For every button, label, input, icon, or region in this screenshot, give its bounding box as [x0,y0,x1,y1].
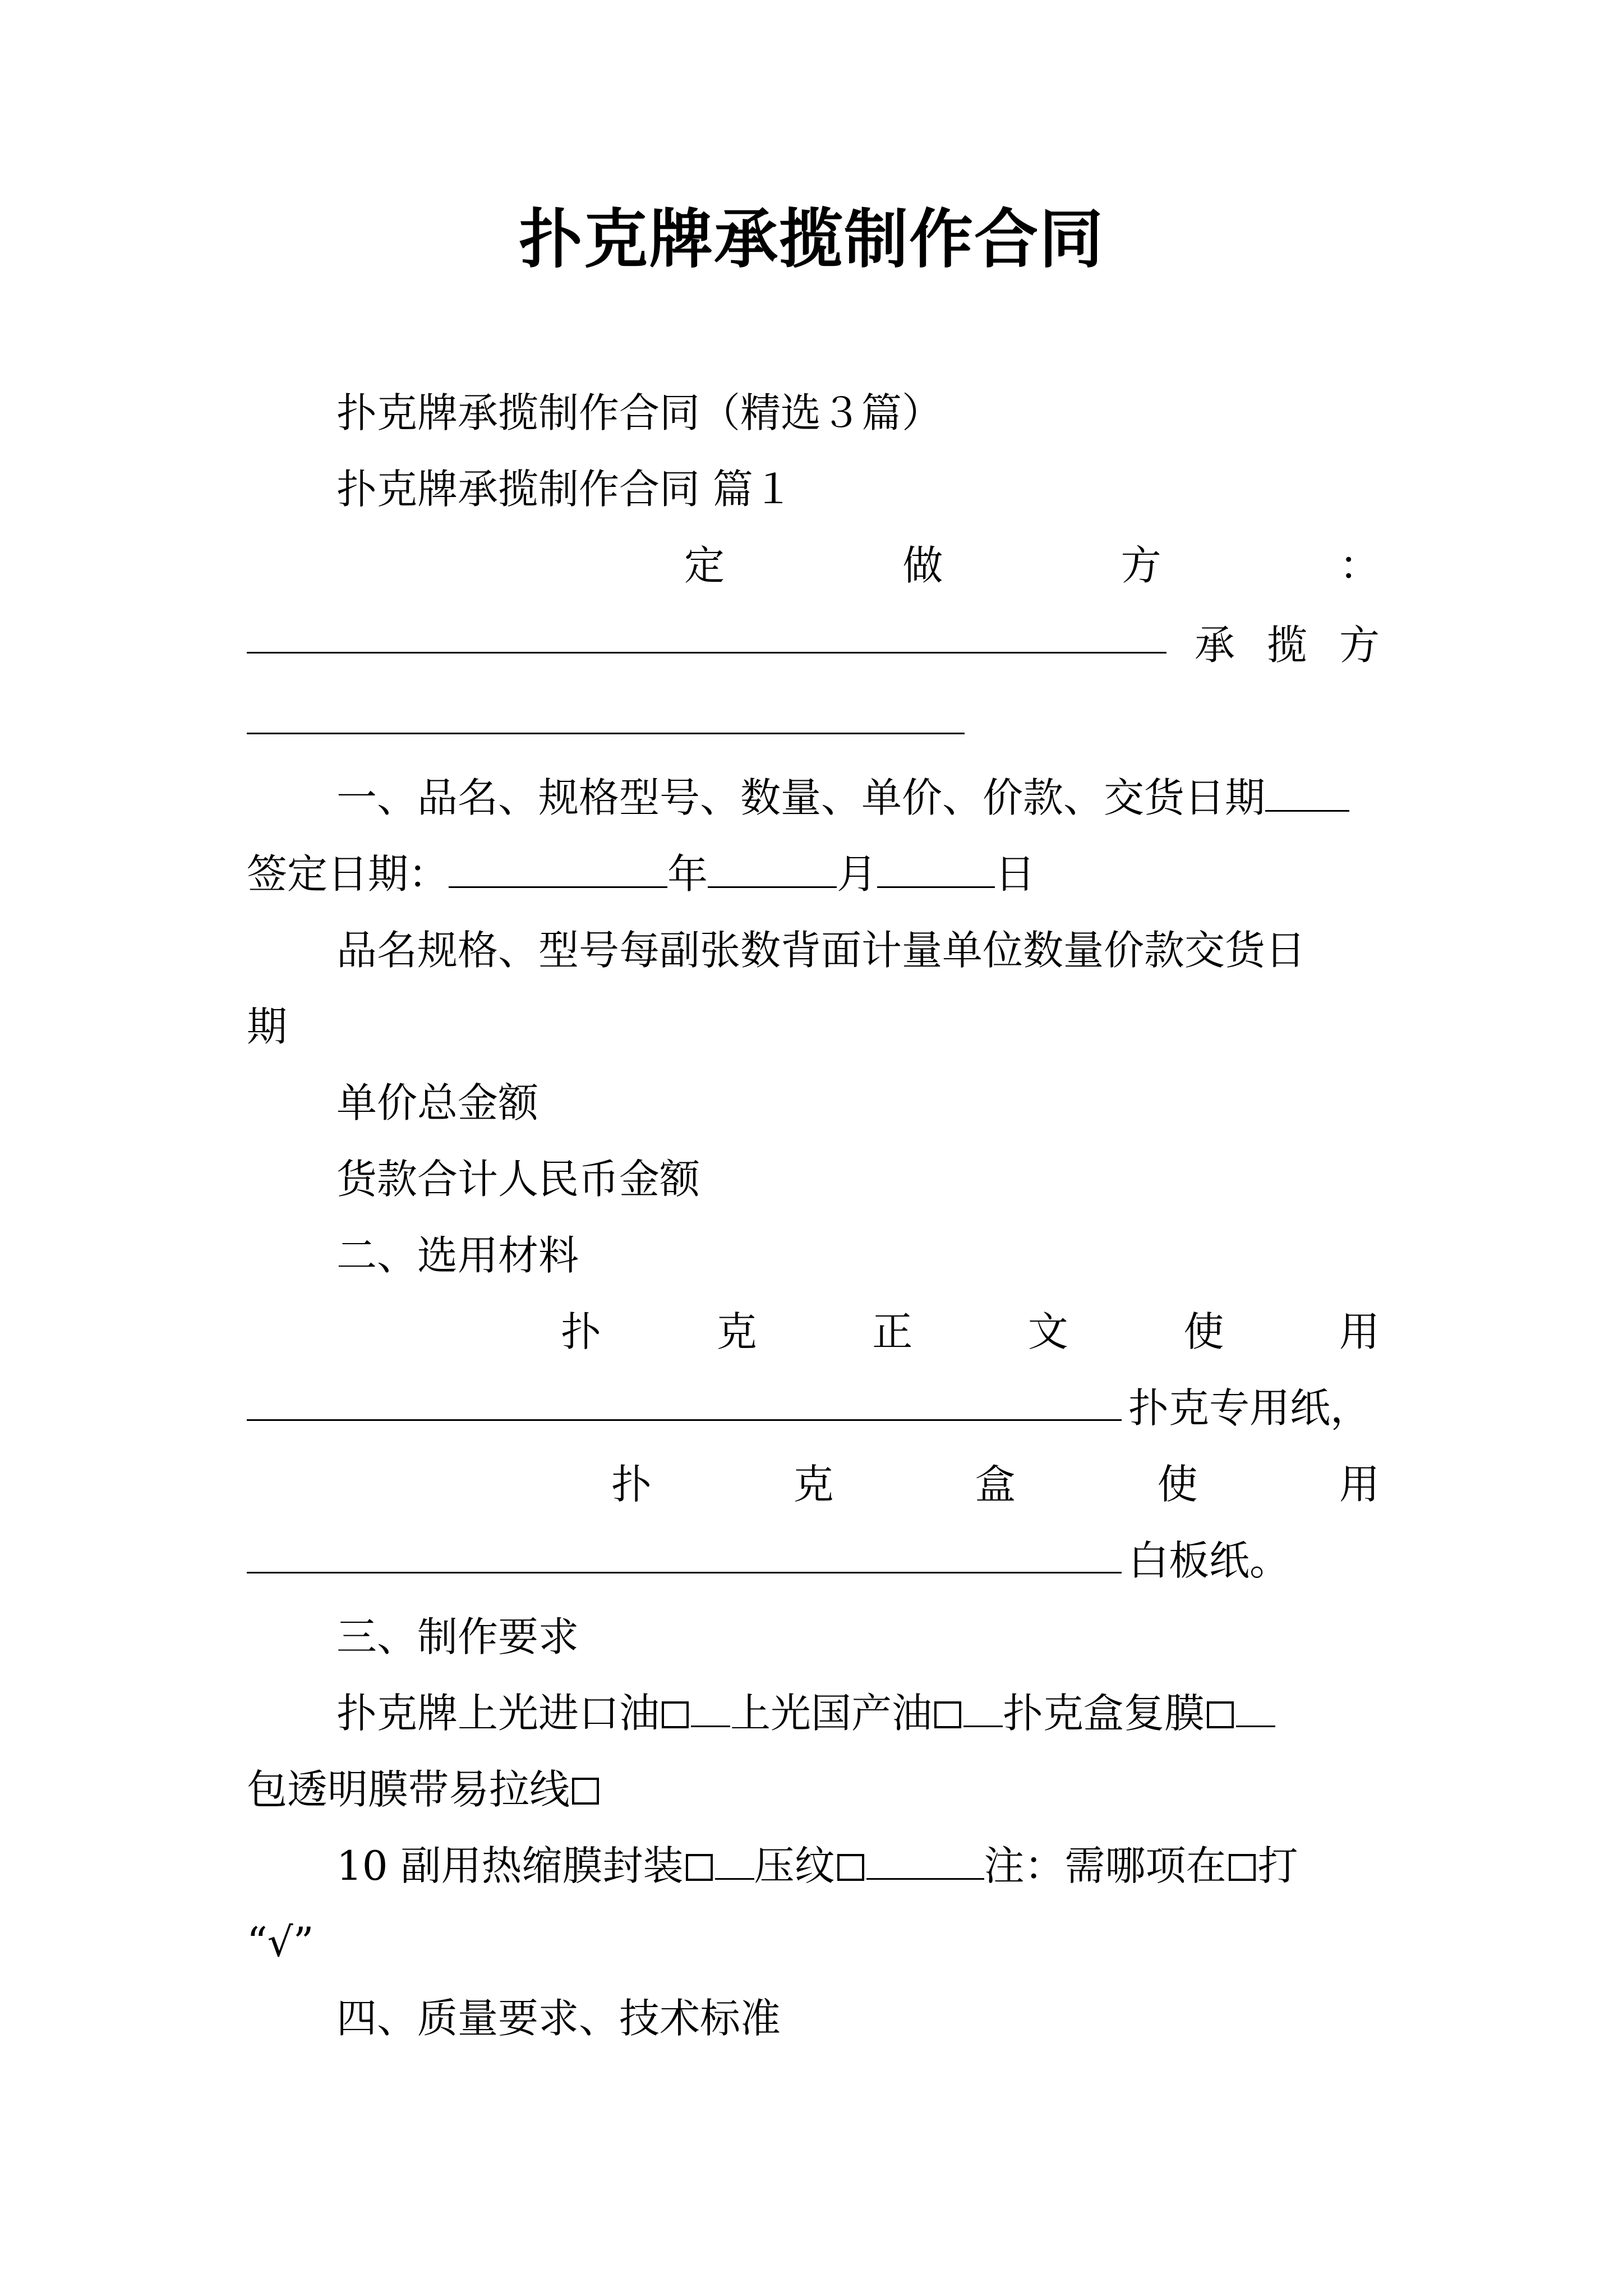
contractor-blank[interactable] [247,733,965,734]
unit-price-total: 单价总金额 [336,1079,539,1126]
poker-box-char: 克 [793,1461,834,1508]
poker-paper: 扑克专用纸， [1128,1384,1371,1432]
orderer-char: 方 [1121,542,1161,589]
delivery-date-blank[interactable] [1265,775,1349,812]
requirements-line-1 [336,1685,1275,1741]
sign-month-blank[interactable] [708,852,837,888]
poker-box-char: 盒 [975,1461,1016,1508]
checkbox-domestic-oil[interactable] [934,1701,961,1728]
poker-box-char: 使 [1157,1461,1198,1508]
document-title: 扑克牌承揽制作合同 [518,201,1104,277]
req-note-tick: 打 [1257,1842,1298,1889]
orderer-char: 做 [902,542,943,589]
document-subtitle: 扑克牌承揽制作合同（精选３篇） [336,389,943,436]
contractor-char: 方 [1339,622,1380,669]
req-box-lamination: 扑克盒复膜 [1003,1690,1205,1737]
req-shrink-wrap: 10 副用热缩膜封装 [336,1842,684,1889]
contractor-char: 揽 [1266,622,1307,669]
poker-body-char: 文 [1027,1308,1068,1355]
white-board: 白板纸。 [1128,1537,1290,1584]
table-header-line: 品名规格、型号每副张数背面计量单位数量价款交货日 [336,927,1306,974]
orderer-blank[interactable] [247,652,1166,654]
req-transparent-film: 包透明膜带易拉线 [247,1766,570,1813]
poker-body-use-label [561,1304,1380,1360]
req-blank-5[interactable] [866,1843,984,1880]
sign-day-blank[interactable] [877,852,995,888]
contractor-label [1195,617,1380,673]
poker-box-char: 用 [1339,1461,1380,1508]
section2-heading: 二、选用材料 [336,1232,579,1279]
orderer-char: ： [1339,542,1380,589]
section1-heading [336,770,1349,826]
note-checkbox-sample [1229,1854,1256,1881]
poker-box-char: 扑 [611,1461,652,1508]
requirements-line-3 [336,1838,1298,1894]
section1-heading-text: 一、品名、规格型号、数量、单价、价款、交货日期 [336,774,1266,821]
sign-date-label: 签定日期： [247,850,449,898]
section4-heading: 四、质量要求、技术标准 [336,1995,781,2042]
req-blank-2[interactable] [963,1691,1003,1727]
requirements-line-2 [247,1761,601,1818]
req-blank-3[interactable] [1236,1691,1275,1727]
payment-total: 货款合计人民币金额 [336,1156,700,1203]
poker-paper-blank[interactable] [247,1419,1122,1421]
sign-date-month: 月 [837,850,878,898]
checkbox-shrink-wrap[interactable] [686,1854,713,1881]
req-embossing: 压纹 [754,1842,835,1889]
req-imported-oil: 扑克牌上光进口油 [336,1690,660,1737]
poker-box-use-label [611,1456,1380,1512]
checkbox-box-lamination[interactable] [1207,1701,1234,1728]
sign-date-year: 年 [667,850,708,898]
checkbox-embossing[interactable] [837,1854,864,1881]
poker-body-char: 使 [1183,1308,1224,1355]
contractor-char: 承 [1195,622,1235,669]
req-blank-1[interactable] [691,1691,730,1727]
checkbox-imported-oil[interactable] [662,1701,689,1728]
orderer-char: 定 [684,542,725,589]
part-heading: 扑克牌承揽制作合同 篇１ [336,466,794,513]
poker-body-char: 扑 [561,1308,602,1355]
req-domestic-oil: 上光国产油 [730,1690,933,1737]
req-note: 注：需哪项在 [984,1842,1227,1889]
poker-body-char: 用 [1339,1308,1380,1355]
table-header-wrap: 期 [247,1003,288,1050]
req-blank-4[interactable] [715,1843,754,1880]
poker-body-char: 克 [716,1308,757,1355]
section3-heading: 三、制作要求 [336,1613,579,1660]
sign-date-line [247,846,1035,902]
sign-year-blank[interactable] [449,852,667,888]
checkbox-transparent-film[interactable] [572,1778,599,1805]
orderer-label [684,537,1380,593]
poker-body-char: 正 [872,1308,913,1355]
white-board-blank[interactable] [247,1572,1122,1573]
sign-date-day: 日 [995,850,1036,898]
requirements-line-4: “√” [247,1918,314,1966]
